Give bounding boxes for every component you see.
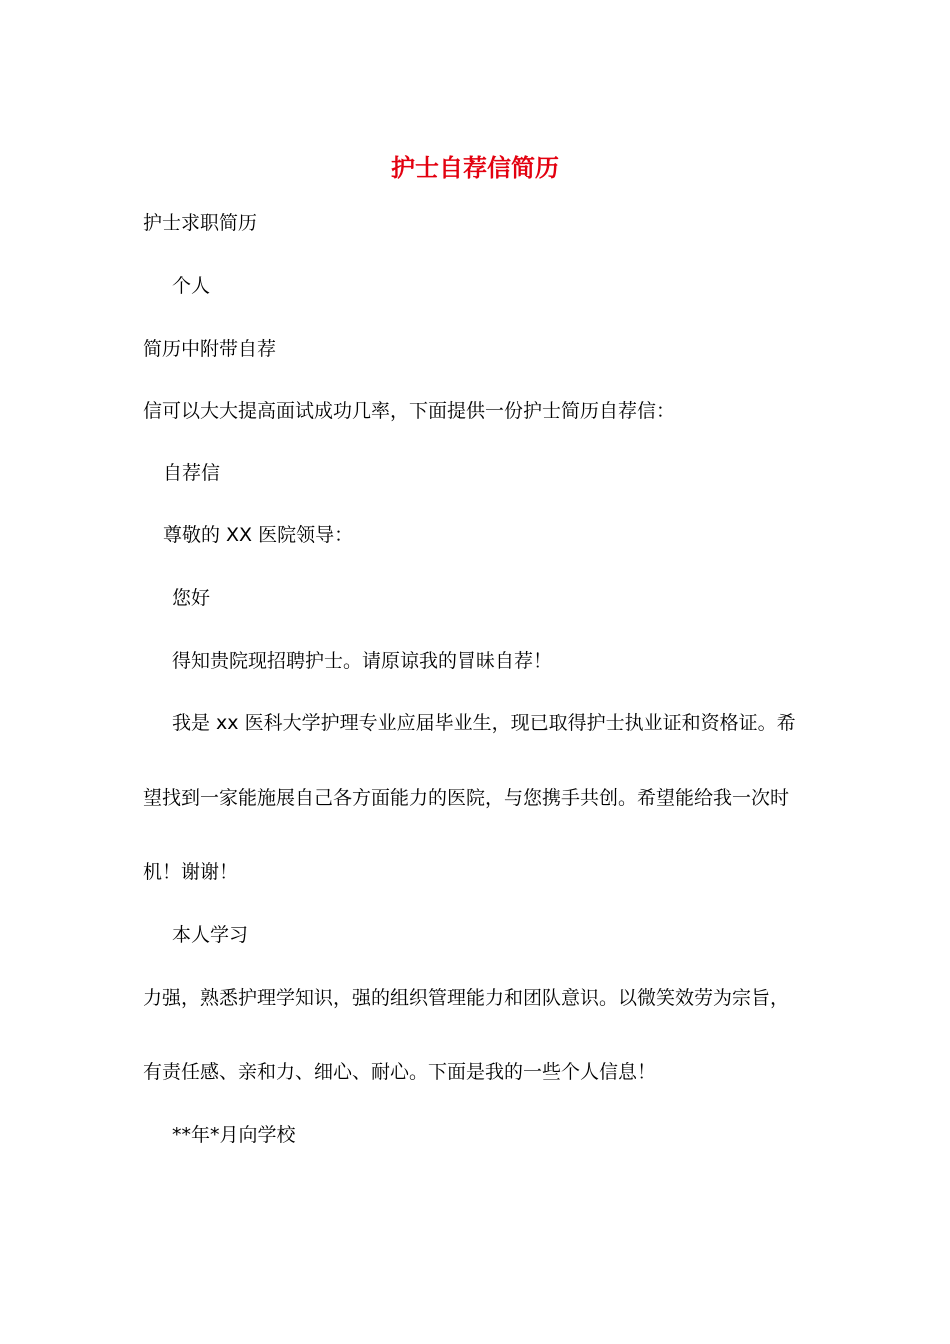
text-line: 有责任感、亲和力、细心、耐心。下面是我的一些个人信息！ [143, 1061, 657, 1083]
text-line: 得知贵院现招聘护士。请原谅我的冒昧自荐！ [172, 650, 553, 672]
text-line: 本人学习 [172, 924, 249, 946]
text-line: 护士求职简历 [143, 212, 258, 234]
text-line: 自荐信 [163, 462, 221, 484]
text-line: 您好 [172, 587, 211, 609]
document-title: 护士自荐信简历 [391, 153, 559, 182]
text-line: 我是 xx 医科大学护理专业应届毕业生，现已取得护士执业证和资格证。希 [172, 712, 796, 734]
text-line: 信可以大大提高面试成功几率，下面提供一份护士简历自荐信： [143, 400, 676, 422]
text-line: 机！谢谢！ [143, 861, 239, 883]
text-line: 简历中附带自荐 [143, 338, 277, 360]
text-line: 力强，熟悉护理学知识，强的组织管理能力和团队意识。以微笑效劳为宗旨， [143, 987, 790, 1009]
text-line: 个人 [172, 275, 211, 297]
text-line: **年*月向学校 [172, 1124, 296, 1146]
text-line: 尊敬的 XX 医院领导： [163, 524, 354, 546]
text-line: 望找到一家能施展自己各方面能力的医院，与您携手共创。希望能给我一次时 [143, 787, 790, 809]
